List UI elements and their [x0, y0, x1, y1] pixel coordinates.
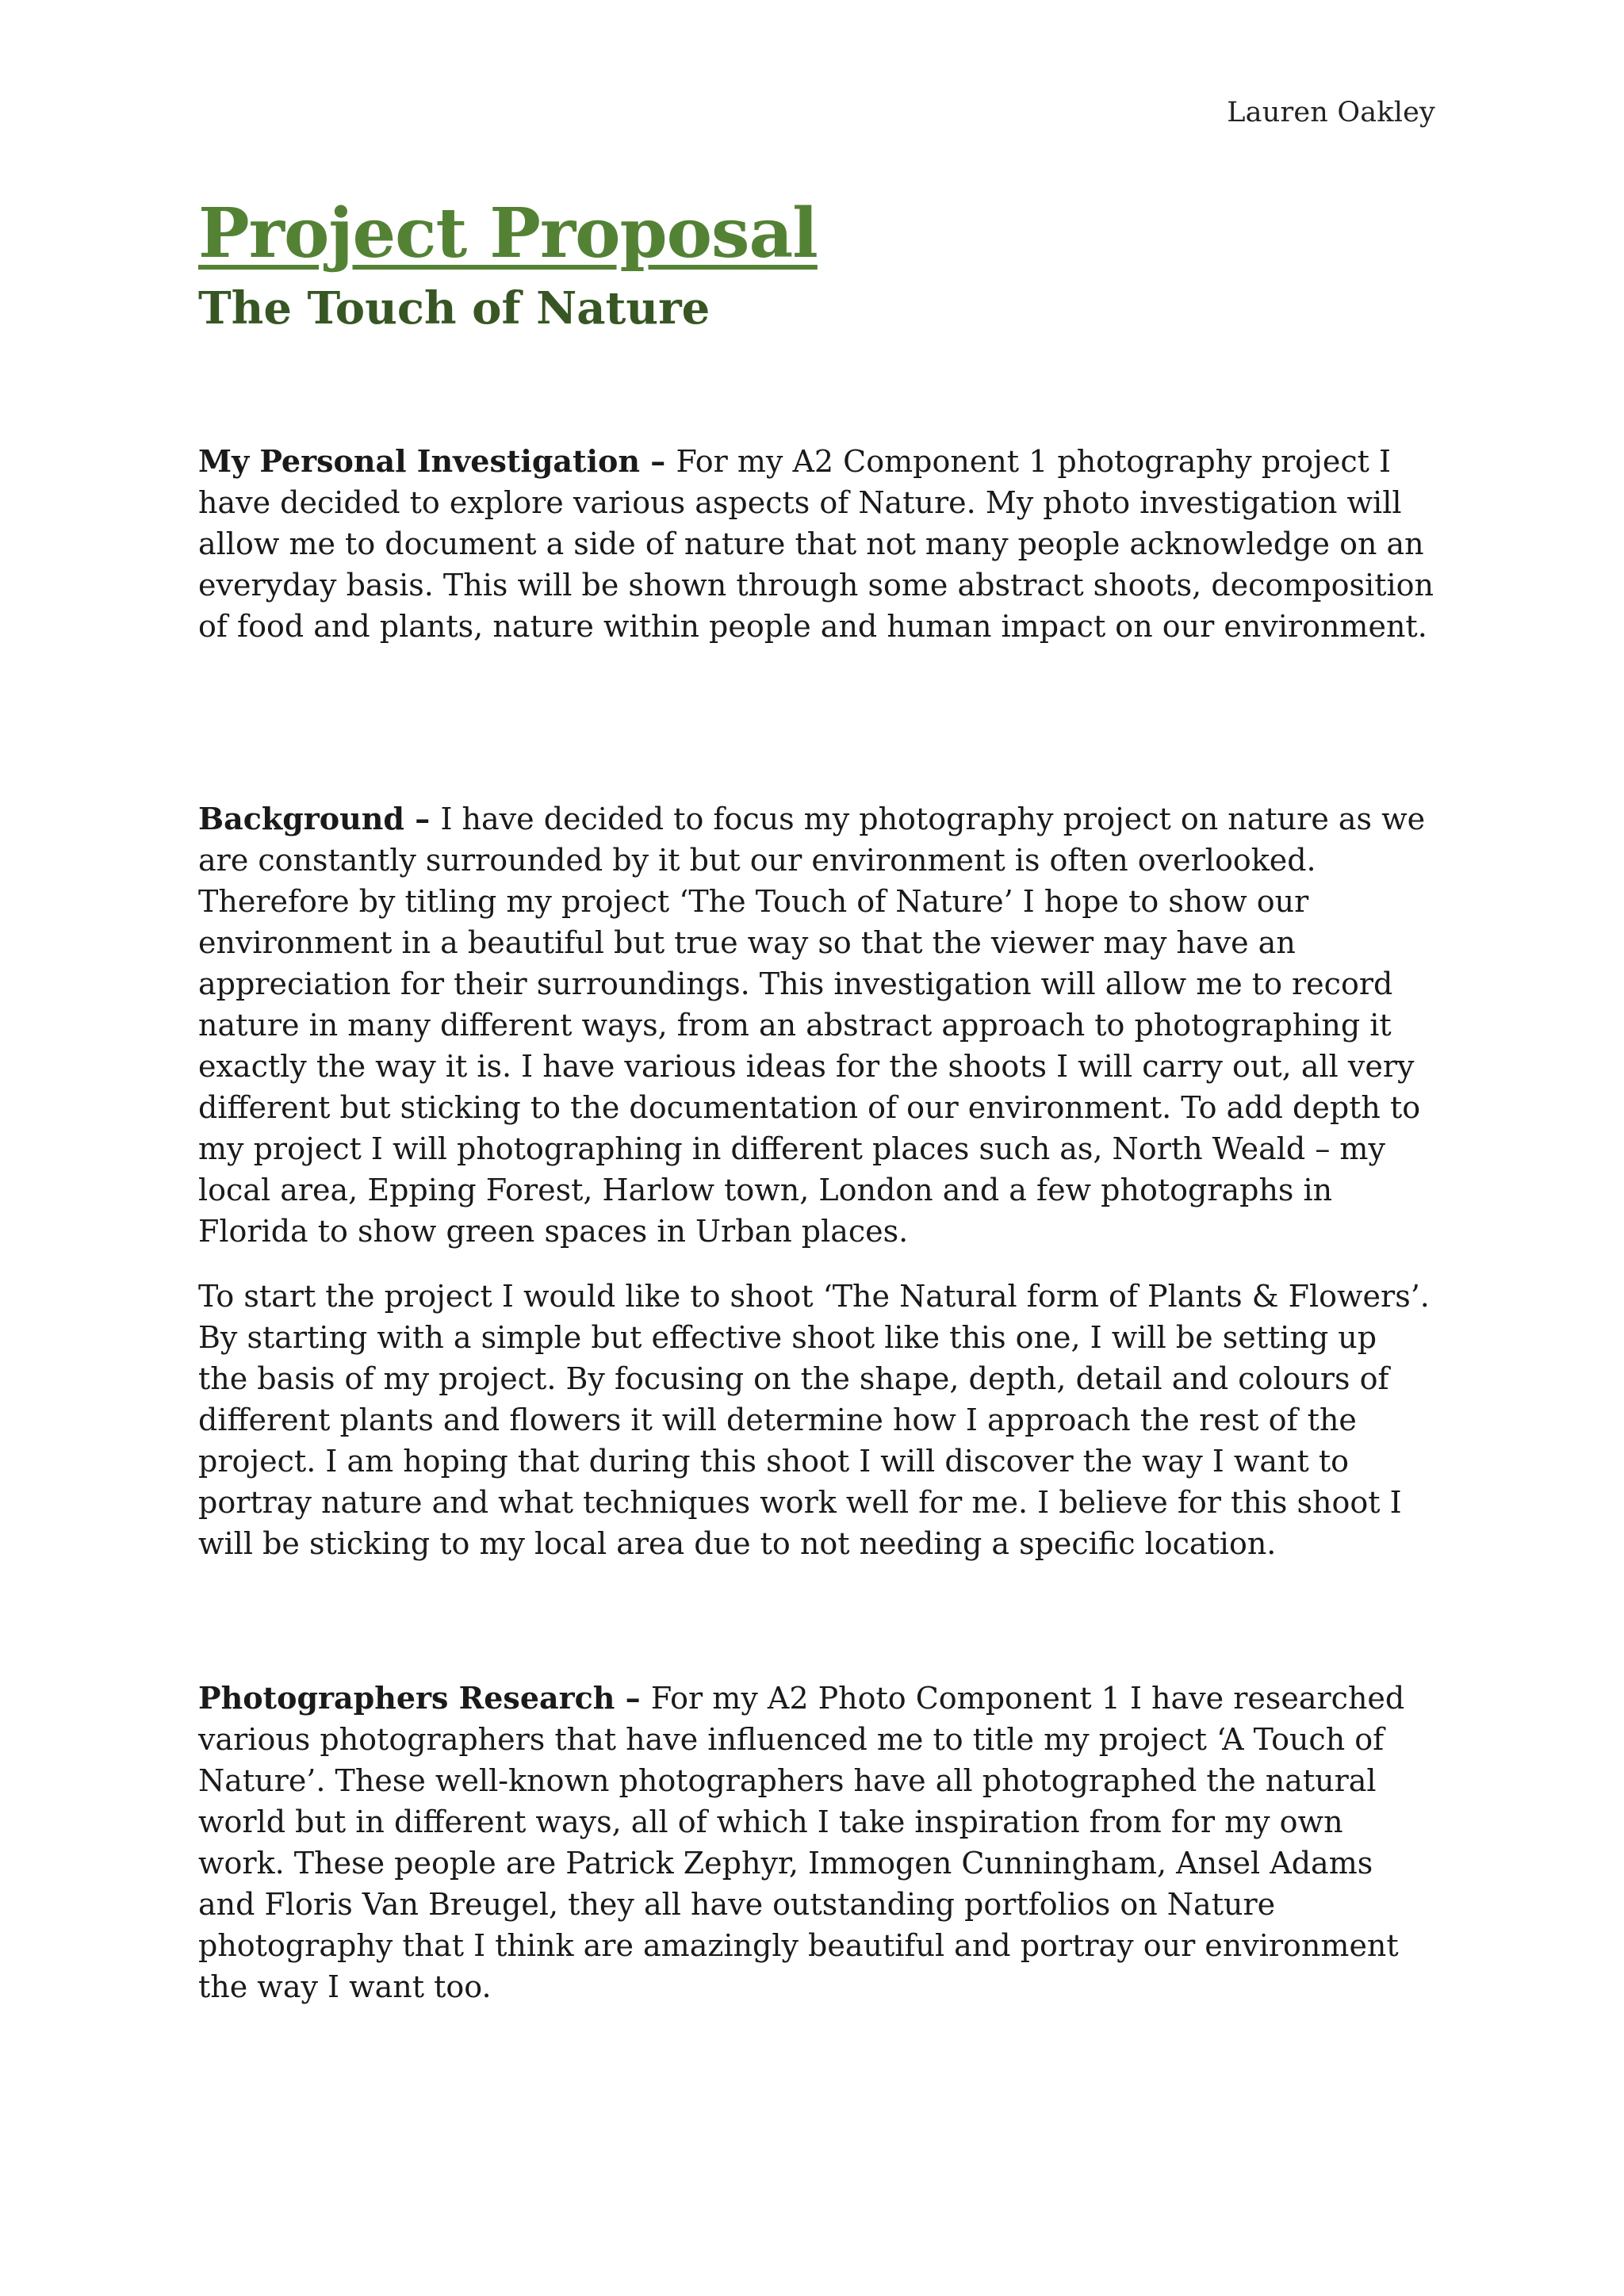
section-body: For my A2 Component 1 photography project I have decided to explore various aspects of Nature. My photo investigation will allow me to document a side of nature that not many people acknowledge on an everyday basis. This will be shown through some abstract shoots, decomposition of food and plants, nature within people and human impact on our environment.	[198, 444, 1434, 644]
heading-dash: –	[615, 1680, 651, 1716]
author-name: Lauren Oakley	[1227, 97, 1435, 128]
paragraph	[198, 1276, 1435, 1564]
paragraph	[198, 441, 1435, 647]
paragraph	[198, 798, 1435, 1252]
section-body-second: To start the project I would like to shoot ‘The Natural form of Plants & Flowers’. By starting with a simple but effective shoot like this one, I will be setting up the basis of my project. By focusing on the shape, depth, detail and colours of different plants and flowers it will determine how I approach the rest of the project. I am hoping that during this shoot I will discover the way I want to portray nature and what techniques work well for me. I believe for this shoot I will be sticking to my local area due to not needing a specific location.	[198, 1279, 1430, 1561]
section-heading: My Personal Investigation	[198, 443, 640, 479]
section-heading: Photographers Research	[198, 1680, 615, 1716]
section-photographers-research	[198, 1678, 1435, 2031]
document-title: Project Proposal	[198, 193, 818, 274]
section-personal-investigation	[198, 441, 1435, 671]
document-subtitle: The Touch of Nature	[198, 282, 710, 335]
paragraph	[198, 1678, 1435, 2007]
section-body: For my A2 Photo Component 1 I have researched various photographers that have influenced me to title my project ‘A Touch of Nature’. These well-known photographers have all photographed the natural world but in different ways, all of which I take inspiration from for my own work. These people are Patrick Zephyr, Immogen Cunningham, Ansel Adams and Floris Van Breugel, they all have outstanding portfolios on Nature photography that I think are amazingly beautiful and portray our environment the way I want too.	[198, 1681, 1405, 2004]
section-heading: Background	[198, 801, 404, 836]
section-background	[198, 798, 1435, 1588]
heading-dash: –	[639, 443, 676, 479]
heading-dash: –	[404, 801, 441, 836]
section-body: I have decided to focus my photography project on nature as we are constantly surrounded by it but our environment is often overlooked. Therefore by titling my project ‘The Touch of Nature’ I hope to show our environment in a beautiful but true way so that the viewer may have an appreciation for their surroundings. This investigation will allow me to record nature in many different ways, from an abstract approach to photographing it exactly the way it is. I have various ideas for the shoots I will carry out, all very different but sticking to the documentation of our environment. To add depth to my project I will photographing in different places such as, North Weald – my local area, Epping Forest, Harlow town, London and a few photographs in Florida to show green spaces in Urban places.	[198, 802, 1426, 1249]
